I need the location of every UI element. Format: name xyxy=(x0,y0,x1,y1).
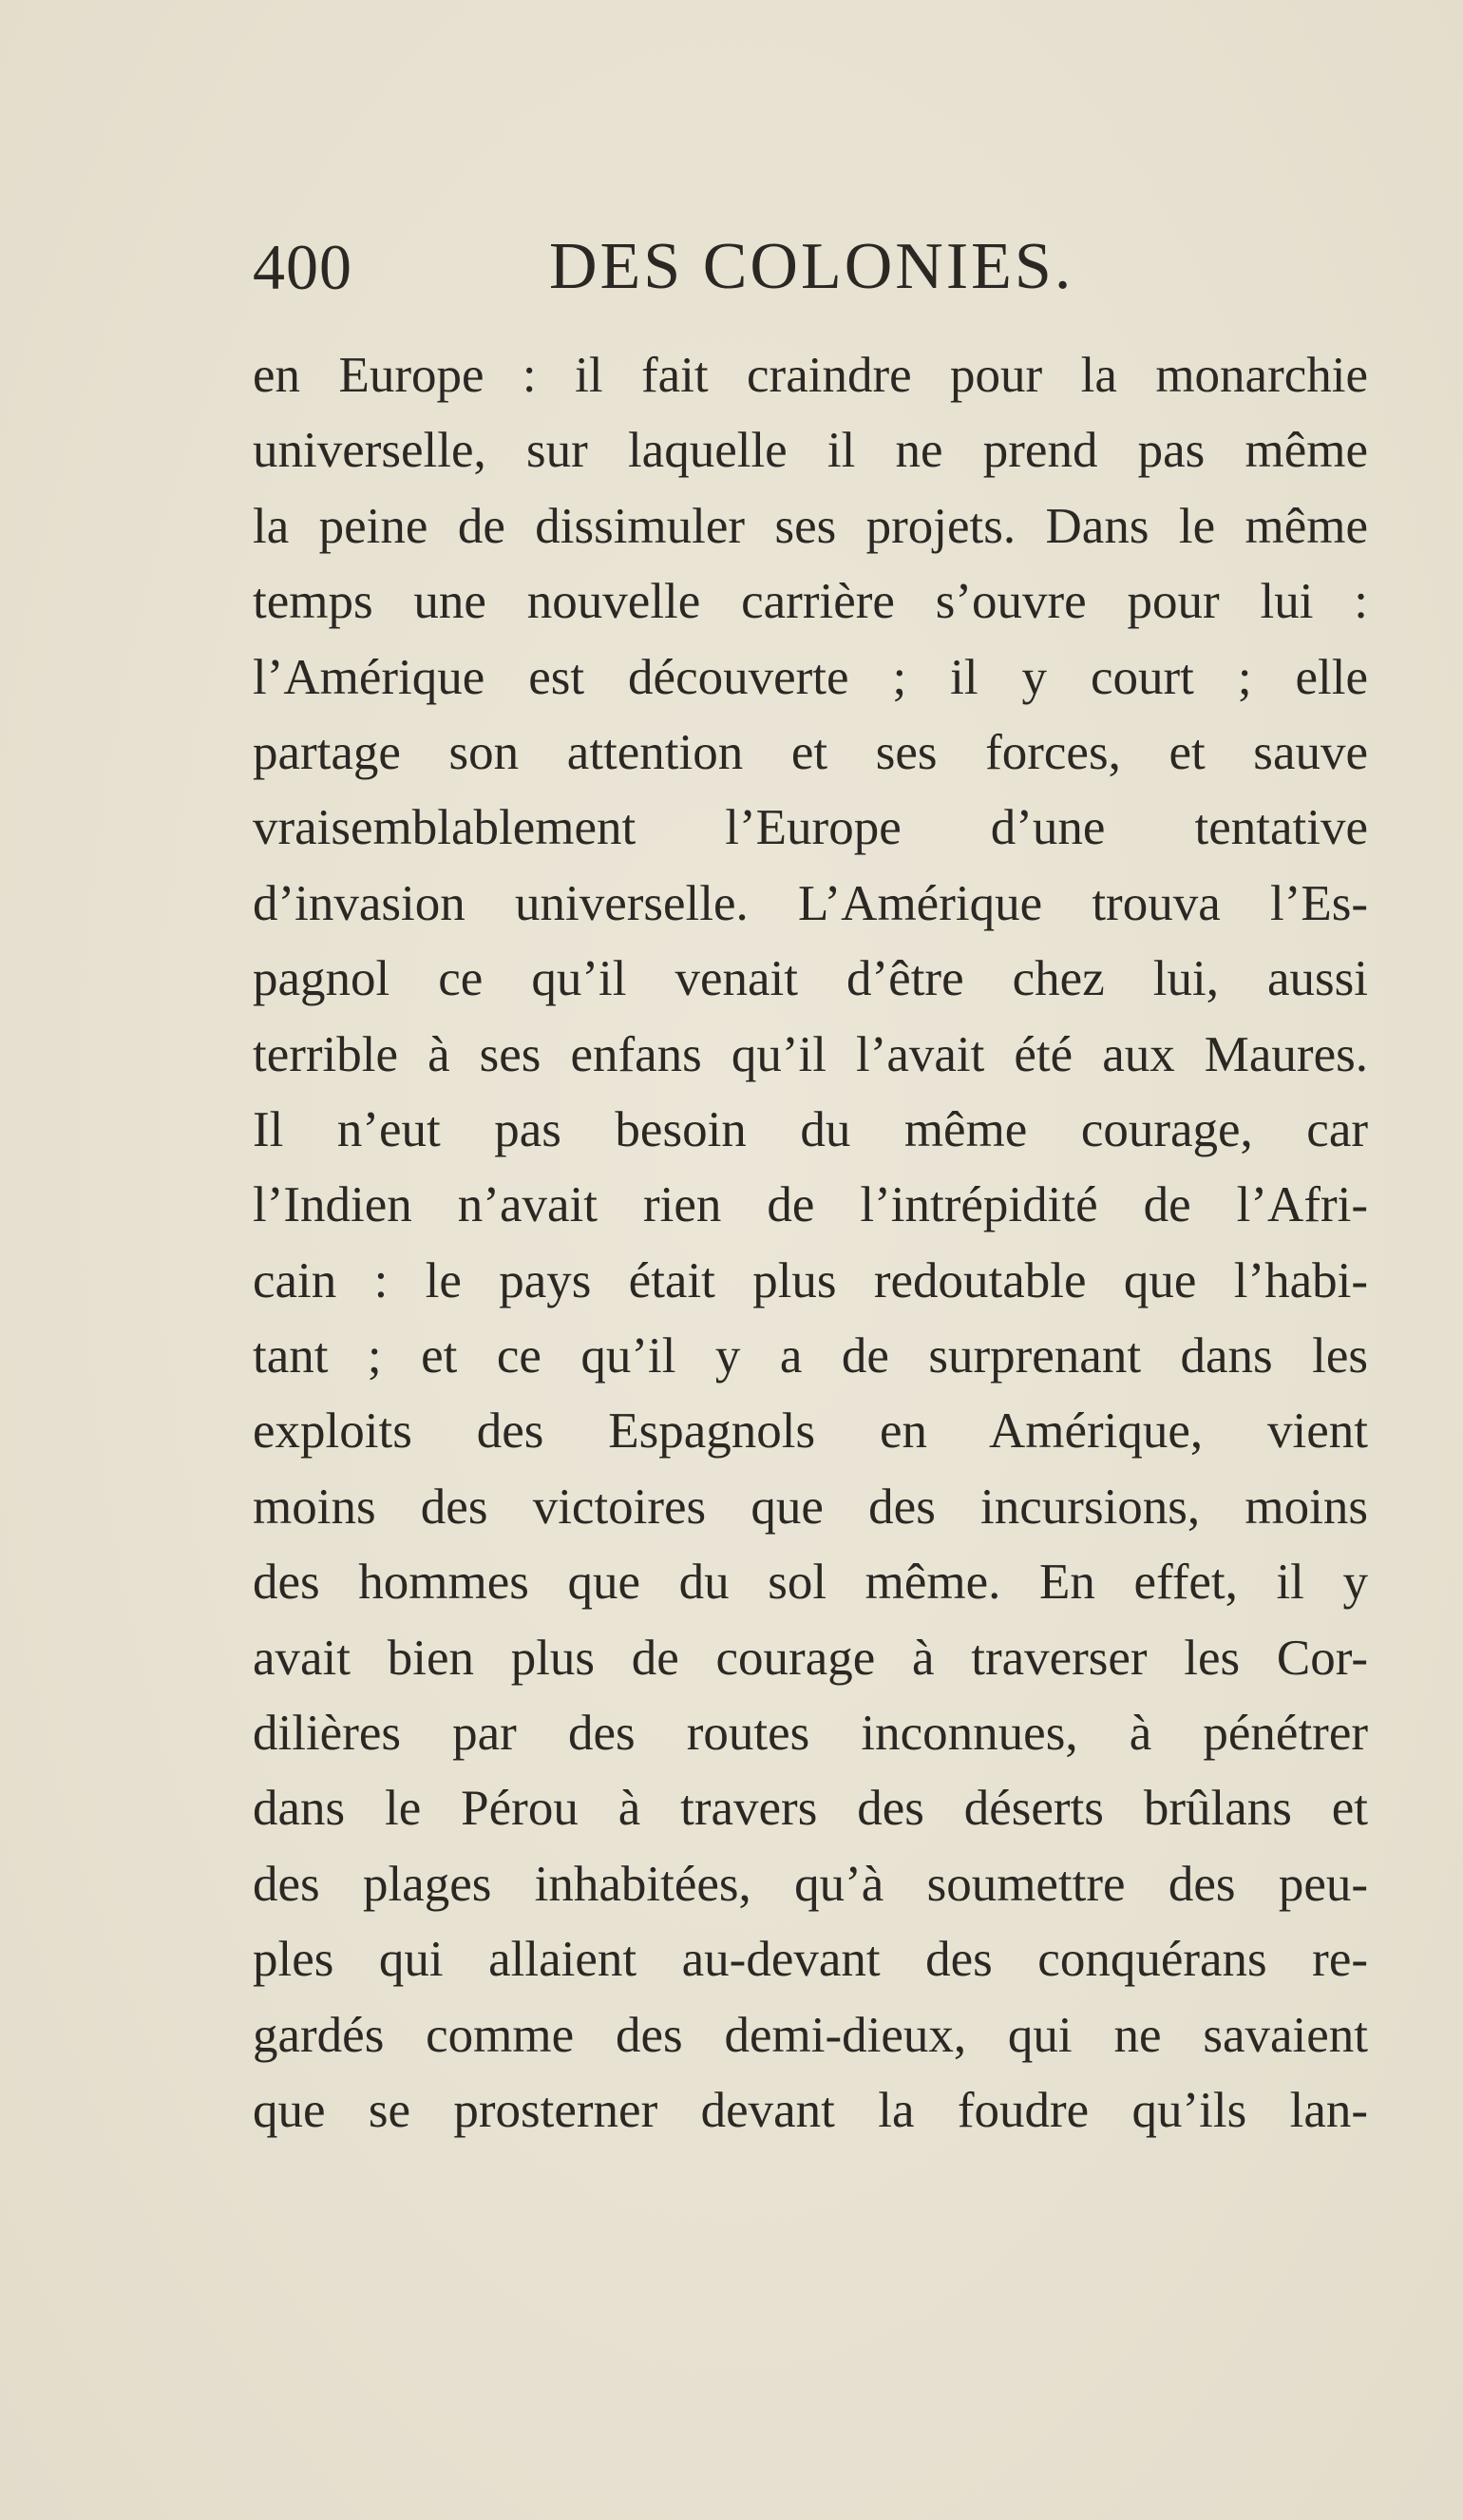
text-line: avait bien plus de courage à traverser les Cor- xyxy=(253,1630,1368,1686)
text-line: tant ; et ce qu’il y a de surprenant dans les xyxy=(253,1328,1368,1384)
text-line: moins des victoires que des incursions, moins xyxy=(253,1479,1368,1535)
body-text xyxy=(253,338,1368,2148)
text-line: la peine de dissimuler ses projets. Dans le même xyxy=(253,498,1368,554)
text-line: des plages inhabitées, qu’à soumettre des peu- xyxy=(253,1856,1368,1912)
text-line: dans le Pérou à travers des déserts brûlans et xyxy=(253,1781,1368,1837)
page-number: 400 xyxy=(253,231,352,303)
text-line: vraisemblablement l’Europe d’une tentative xyxy=(253,800,1368,856)
text-line: cain : le pays était plus redoutable que l’habi- xyxy=(253,1252,1368,1308)
text-line: Il n’eut pas besoin du même courage, car xyxy=(253,1101,1368,1157)
text-line: ples qui allaient au-devant des conquérans re- xyxy=(253,1932,1368,1988)
text-line: pagnol ce qu’il venait d’être chez lui, aussi xyxy=(253,951,1368,1007)
text-line: partage son attention et ses forces, et sauve xyxy=(253,724,1368,780)
text-line: universelle, sur laquelle il ne prend pas même xyxy=(253,423,1368,479)
running-head xyxy=(253,224,1222,310)
text-line: temps une nouvelle carrière s’ouvre pour lui : xyxy=(253,574,1368,630)
text-line: d’invasion universelle. L’Amérique trouva l’Es- xyxy=(253,875,1368,931)
text-line: gardés comme des demi-dieux, qui ne savaient xyxy=(253,2007,1368,2063)
text-line: en Europe : il fait craindre pour la monarchie xyxy=(253,348,1368,403)
text-line: terrible à ses enfans qu’il l’avait été aux Maures. xyxy=(253,1026,1368,1082)
text-line: l’Amérique est découverte ; il y court ; elle xyxy=(253,649,1368,705)
text-line: des hommes que du sol même. En effet, il y xyxy=(253,1555,1368,1611)
running-title: DES COLONIES. xyxy=(549,230,1074,303)
text-line: exploits des Espagnols en Amérique, vient xyxy=(253,1403,1368,1460)
text-line: dilières par des routes inconnues, à pénétrer xyxy=(253,1706,1368,1762)
text-line: l’Indien n’avait rien de l’intrépidité de l’Afri- xyxy=(253,1177,1368,1233)
text-line: que se prosterner devant la foudre qu’ils lan- xyxy=(253,2082,1368,2138)
